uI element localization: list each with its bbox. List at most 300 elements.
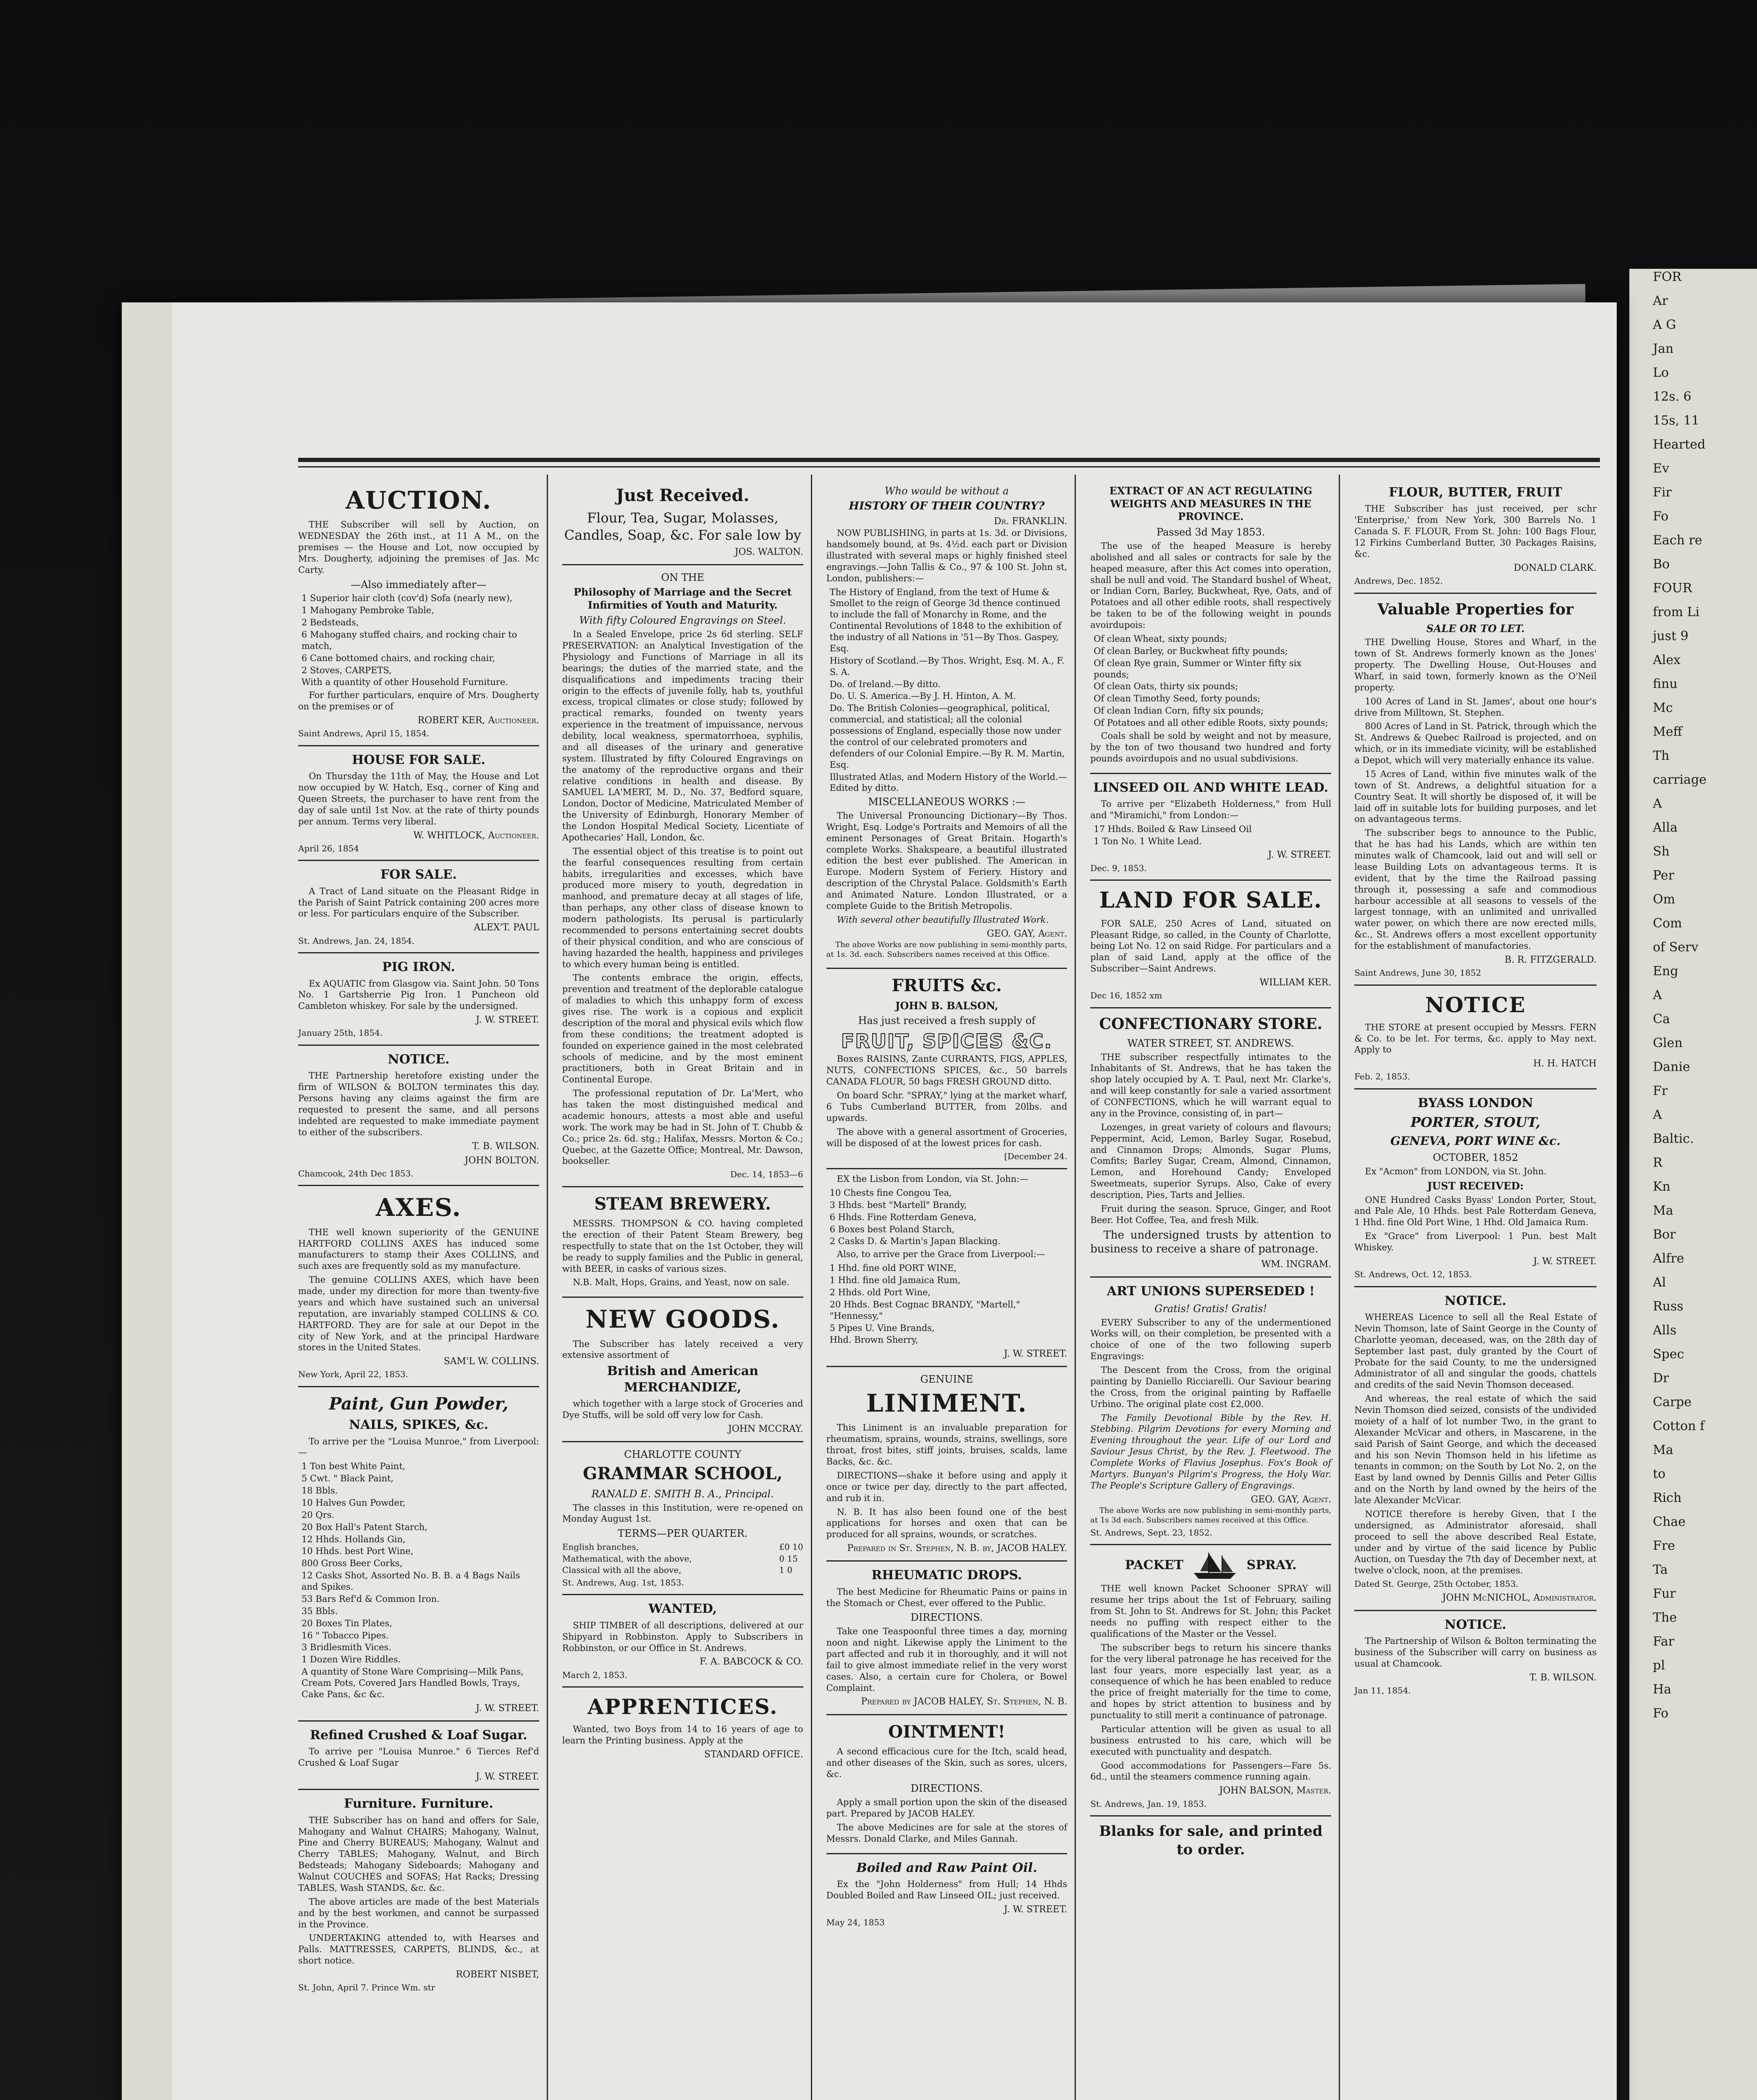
byass-date: St. Andrews, Oct. 12, 1853. (1354, 1269, 1472, 1280)
notice-signature-2: JOHN BOLTON. (464, 1155, 539, 1166)
oil-body: Ex the "John Holderness" from Hull; 14 Hhds Doubled Boiled and Raw Linseed OIL; just received. (826, 1879, 1067, 1900)
flour-date: Andrews, Dec. 1852. (1354, 575, 1443, 586)
adjacent-page-line: Fr (1653, 1084, 1668, 1098)
linseed-date: Dec. 9, 1853. (1090, 863, 1147, 873)
confectionary-address: WATER STREET, ST. ANDREWS. (1127, 1037, 1294, 1049)
adjacent-page-line: Sh (1653, 844, 1670, 859)
brewery-nb: N.B. Malt, Hops, Grains, and Yeast, now on sale. (572, 1277, 789, 1288)
term-price: 0 15 (779, 1553, 798, 1564)
list-item: 20 Qrs. (302, 1509, 335, 1520)
rheumatic-body: The best Medicine for Rheumatic Pains or pains in the Stomach or Chest, ever offered to the Public. (826, 1586, 1067, 1608)
marriage-body: In a Sealed Envelope, price 2s 6d sterling. SELF PRESERVATION: an Analytical Investigation of the Physiology and Functions of Marriage in all its bearings; the duties of the married state, and the disqualifications and impediments tracing their origin to the effects of juvenile folly, hab ts, youthful excess, tropical climates or close study; followed by practical remarks, founded on twenty years experience in the treatment of impuissance, nervous debility, local weakness, spermatorrhoea, syphilis, and all diseases of the urinary and generative system. Illustrated by fifty Coloured Engravings on the anatomy of the reproductive organs and their relative conditions in health and disease. By SAMUEL LA'MERT, M. D., No. 37, Bedford square, London, Doctor of Medicine, Matriculated Member of the University of Edinburgh, Honorary Member of the London Hospital Medical Society, Licentiate of Apothecaries' Hall, London, &c. (562, 629, 803, 843)
marriage-title: Philosophy of Marriage and the Secret Infirmities of Youth and Maturity. (573, 585, 792, 611)
packet-date: St. Andrews, Jan. 19, 1853. (1090, 1798, 1207, 1809)
notice-body: THE Partnership heretofore existing under the firm of WILSON & BOLTON terminates this day. Persons having any claims against the firm are requested to present the same, and all persons indebted are requested to make immediate payment to either of the subscribers. (298, 1071, 539, 1137)
notice-partnership-2-signature: T. B. WILSON. (1529, 1672, 1597, 1683)
adjacent-page-line: Jan (1653, 341, 1674, 356)
list-item: 1 Ton No. 1 White Lead. (1094, 836, 1202, 846)
adjacent-page-line: Glen (1653, 1036, 1683, 1050)
adjacent-page-line: Baltic. (1653, 1131, 1694, 1146)
rheumatic-body-2: Take one Teaspoonful three times a day, morning noon and night. Likewise apply the Liniment to the part affected and rub it in thoroughly, and it will not fail to give almost immediate relief in the very worst cases. Also, a certain cure for Cholera, or Bowel Complaint. (826, 1626, 1067, 1693)
list-item: 35 Bbls. (302, 1606, 338, 1616)
byass-title-2: PORTER, STOUT, (1410, 1114, 1541, 1131)
adjacent-page-line: Mc (1653, 701, 1673, 715)
adjacent-page-line: Far (1653, 1634, 1675, 1649)
valuable-sub: SALE OR TO LET. (1426, 622, 1525, 635)
list-item: 1 Hhd. fine old Jamaica Rum, (829, 1275, 961, 1286)
land-signature: WILLIAM KER. (1259, 977, 1332, 988)
teas-intro-2: Also, to arrive per the Grace from Liverpool:— (837, 1249, 1045, 1260)
valuable-date: Saint Andrews, June 30, 1852 (1354, 968, 1482, 978)
list-item: With a quantity of other Household Furniture. (302, 677, 508, 688)
ointment-title: OINTMENT! (888, 1722, 1005, 1742)
furniture-date: St. John, April 7. Prince Wm. str (298, 1982, 435, 1993)
adjacent-page-line: Hearted (1653, 437, 1706, 452)
marriage-body-4: The professional reputation of Dr. La'Mert, who has taken the most distinguished medical and academic honours, attests a most able and useful work. The work may be had in St. John of T. Chubb & Co.; price 2s. 6d. stg.; Halifax, Messrs. Morton & Co.; Quebec, at the Gazette Office; Montreal, Mr. Dawson, bookseller. (562, 1088, 803, 1166)
furniture-body-2: The above articles are made of the best Materials and by the best workmen, and cannot be surpassed in the Province. (298, 1896, 539, 1929)
adjacent-page-line: Per (1653, 868, 1674, 883)
axes-title: AXES. (375, 1193, 462, 1222)
adjacent-page-line: FOR (1653, 270, 1681, 284)
furniture-signature: ROBERT NISBET, (456, 1969, 539, 1980)
adjacent-page-line: A (1653, 1108, 1662, 1122)
list-item: 2 Stoves, CARPETS, (302, 665, 392, 675)
list-item: 5 Pipes U. Vine Brands, (829, 1323, 935, 1333)
fruits-body-2: On board Schr. "SPRAY," lying at the market wharf, 6 Tubs Cumberland BUTTER, from 20lbs. and upwards. (826, 1090, 1067, 1123)
list-item: 10 Hhds. best Port Wine, (302, 1546, 414, 1557)
adjacent-page-line: to (1653, 1467, 1666, 1481)
adjacent-page-line: Ma (1653, 1443, 1673, 1457)
column-2 (558, 475, 812, 2100)
history-kicker: Who would be without a (884, 485, 1009, 497)
list-item: 5 Cwt. " Black Paint, (302, 1473, 394, 1484)
ointment-directions: DIRECTIONS. (910, 1782, 983, 1795)
fruits-date: [December 24. (1004, 1151, 1067, 1162)
adjacent-page-line: Fur (1653, 1586, 1676, 1601)
auction-footer: For further particulars, enquire of Mrs. Dougherty on the premises or of (298, 690, 539, 712)
furniture-body-3: UNDERTAKING attended to, with Hearses and Palls. MATTRESSES, CARPETS, BLINDS, &c., at short notice. (298, 1933, 539, 1966)
blanks-ad (1090, 1816, 1331, 1867)
packet-body-2: The subscriber begs to return his sincere thanks for the very liberal patronage he has received for the last four years, more especially last year, as a consequence of which he has been enabled to reduce the price of freight materially for the time to come, and hopes by strict attention to business and by punctuality to still merit a continuance of patronage. (1090, 1642, 1332, 1721)
history-misc: The Universal Pronouncing Dictionary—By Thos. Wright, Esq. Lodge's Portraits and Memoirs of all the eminent Personages of Great Britain. Hogarth's complete Works. Shakspeare, a beautiful illustrated edition the best ever published. The American in Europe. Modern System of Feriery. History and description of the Chrystal Palace. Goldsmith's Earth and Animated Nature. London Illustrated, or a complete Guide to the British Metropolis. (826, 810, 1067, 911)
list-item: 2 Casks D. & Martin's Japan Blacking. (829, 1236, 1001, 1247)
act-ad (1090, 479, 1331, 774)
auction-ad (298, 479, 539, 746)
forsale-body: A Tract of Land situate on the Pleasant Ridge in the Parish of Saint Patrick containing 200 acres more or less. For particulars enquire of the Subscriber. (298, 886, 539, 919)
confectionary-body-3: The undersigned trusts by attention to business to receive a share of patronage. (1090, 1228, 1332, 1255)
adjacent-page-line: Ev (1653, 461, 1669, 476)
school-kicker: CHARLOTTE COUNTY (624, 1448, 742, 1460)
adjacent-page-line: Dr (1653, 1371, 1669, 1386)
furniture-body: THE Subscriber has on hand and offers for Sale, Mahogany and Walnut CHAIRS; Mahogany, Walnut, Pine and Cherry BUREAUS; Mahogany, Walnut and Cherry TABLES; Mahogany, Walnut, and Birch Bedsteads; Mahogany Sideboards; Mahogany and Walnut COUCHES and SOFAS; Hat Racks; Dressing TABLES, Wash STANDS, &c. &c. (298, 1815, 539, 1893)
linseed-items (1090, 824, 1331, 847)
house-date: April 26, 1854 (298, 843, 359, 853)
adjacent-page-line: Al (1653, 1275, 1666, 1290)
adjacent-page-line: R (1653, 1155, 1663, 1170)
adjacent-page-line: Alex (1653, 653, 1681, 667)
list-item: 1 Ton best White Paint, (302, 1461, 406, 1472)
list-item: 2 Bedsteads, (302, 617, 359, 628)
art-signature: GEO. GAY, Agent. (1251, 1494, 1332, 1505)
received-title: Just Received. (616, 486, 750, 505)
liniment-title: LINIMENT. (866, 1389, 1028, 1418)
notice-partnership-2-ad (1354, 1611, 1597, 1702)
adjacent-page-line: Fre (1653, 1538, 1675, 1553)
school-terms-label: TERMS—PER QUARTER. (618, 1528, 748, 1540)
goods-mid: British and American MERCHANDIZE, (607, 1364, 758, 1395)
column-1 (294, 475, 548, 2100)
adjacent-page-line: 15s, 11 (1653, 413, 1699, 428)
liniment-body-3: N. B. It has also been found one of the best applications for horses and oxen that can be produced for all sprains, wounds, or scratches. (826, 1507, 1067, 1540)
list-item: 1 Hhd. fine old PORT WINE, (829, 1263, 957, 1273)
paint-title: Paint, Gun Powder, (329, 1394, 509, 1414)
history-misc-2: With several other beautifully Illustrated Work. (837, 914, 1049, 925)
adjacent-page-line: Eng (1653, 964, 1678, 979)
wanted-body: SHIP TIMBER of all descriptions, delivered at our Shipyard in Robbinston. Apply to Subscribers in Robbinston, or our Office in St. Andrews. (562, 1620, 803, 1653)
paint-signature: J. W. STREET. (476, 1703, 539, 1714)
adjacent-page-line: 12s. 6 (1653, 389, 1691, 404)
notice-estate-date: Dated St. George, 25th October, 1853. (1354, 1579, 1518, 1589)
list-item: 3 Bridlesmith Vices. (302, 1642, 392, 1653)
school-teacher: RANALD E. SMITH B. A., Principal. (591, 1488, 774, 1500)
marriage-ad (562, 565, 803, 1187)
school-date: St. Andrews, Aug. 1st, 1853. (562, 1577, 684, 1588)
page-margin (122, 302, 172, 2100)
axes-body-2: The genuine COLLINS AXES, which have been made, under my direction for more than twenty-five years and which have sustained such an universal reputation, are invariably stamped COLLINS & CO. HARTFORD. They are for sale at our Depot in the city of New York, and at the principal Hardware stores in the United States. (298, 1275, 539, 1353)
pigiron-date: January 25th, 1854. (298, 1028, 383, 1038)
notice-estate-ad (1354, 1287, 1597, 1611)
list-item: Do. of Ireland.—By ditto. (829, 679, 941, 689)
term-price: 1 0 (779, 1565, 793, 1575)
land-title: LAND FOR SALE. (1099, 887, 1322, 914)
goods-signature: JOHN MCCRAY. (728, 1423, 803, 1434)
fruits-sub-2: Has just received a fresh supply of (858, 1014, 1036, 1026)
art-body-3: The Family Devotional Bible by the Rev. H. Stebbing. Pilgrim Devotions for every Morning and Evening throughout the year. Life of our Lord and Saviour Jesus Christ, by the Rev. J. Fleetwood. The Complete Works of Flavius Josephus. Fox's Book of Martyrs. Bunyan's Pilgrim's Progress, the Holy War. The People's Scripture Gallery of Engravings. (1090, 1412, 1332, 1491)
brewery-ad (562, 1187, 803, 1298)
columns (294, 475, 1604, 2100)
auction-body: THE Subscriber will sell by Auction, on WEDNESDAY the 26th inst., at 11 A M., on the premises — the House and Lot, now occupied by Mrs. Dougherty, adjoining the premises of Jas. Mc Carty. (298, 520, 539, 575)
packet-body: THE well known Packet Schooner SPRAY will resume her trips about the 1st of February, sailing from St. John to St. Andrews for St. John; this Packet needs no puffing with respect either to the qualifications of the Master or the Vessel. (1090, 1583, 1332, 1639)
confectionary-body: THE subscriber respectfully intimates to the Inhabitants of St. Andrews, that he has taken the shop lately occupied by A. T. Paul, next Mr. Clarke's, and will keep constantly for sale a varied assortment of CONFECTIONS, which he will warrant equal to any in the Province, consisting of, in part— (1090, 1052, 1332, 1118)
term-label: Mathematical, with the above, (562, 1553, 692, 1564)
byass-title: BYASS LONDON (1418, 1096, 1534, 1111)
byass-ad (1354, 1089, 1597, 1287)
apprentices-body: Wanted, two Boys from 14 to 16 years of age to learn the Printing business. Apply at the (562, 1724, 803, 1746)
packet-title-1: PACKET (1125, 1558, 1183, 1573)
oil-ad (826, 1854, 1067, 1934)
auction-signature: ROBERT KER, Auctioneer. (417, 715, 539, 726)
liniment-body-2: DIRECTIONS—shake it before using and apply it once or twice per day, directly to the part affected, and rub it in. (826, 1470, 1067, 1503)
adjacent-page-line: FOUR (1653, 581, 1692, 596)
wanted-title: WANTED, (648, 1601, 717, 1617)
art-body-2: The Descent from the Cross, from the original painting by Daniello Ricciarelli. Our Saviour bearing the Cross, from the original painting by Raffaelle Urbino. The original plate cost £2,000. (1090, 1365, 1332, 1409)
teas-intro: EX the Lisbon from London, via St. John:— (837, 1174, 1028, 1184)
byass-received: JUST RECEIVED: (1427, 1179, 1524, 1192)
notice-partnership-ad (298, 1046, 539, 1186)
list-item: 6 Hhds. Fine Rotterdam Geneva, (829, 1212, 977, 1222)
liniment-body: This Liniment is an invaluable preparation for rheumatism, sprains, wounds, strains, swellings, sore throat, frost bites, stiff joints, bruises, scalds, lame Backs, &c. &c. (826, 1423, 1067, 1467)
list-item: 17 Hhds. Boiled & Raw Linseed Oil (1094, 824, 1252, 834)
rheumatic-title: RHEUMATIC DROPS. (871, 1568, 1022, 1583)
byass-signature: J. W. STREET. (1533, 1256, 1597, 1267)
teas-items-2 (826, 1263, 1067, 1346)
linseed-title: LINSEED OIL AND WHITE LEAD. (1093, 780, 1329, 795)
teas-ad (826, 1169, 1067, 1367)
term-price: £0 10 (779, 1542, 803, 1552)
notice-store-title: NOTICE (1425, 992, 1526, 1017)
forsale-title: FOR SALE. (380, 867, 457, 882)
list-item: 18 Bbls. (302, 1486, 338, 1496)
valuable-ad (1354, 594, 1597, 986)
valuable-body-3: 800 Acres of Land in St. Patrick, through which the St. Andrews & Quebec Railroad is projected, and on which, or in its immediate vicinity, will be established a Depot, which will very materially enhance its value. (1354, 721, 1597, 766)
ointment-body-2: Apply a small portion upon the skin of the diseased part. Prepared by JACOB HALEY. (826, 1797, 1067, 1819)
confectionary-signature: WM. INGRAM. (1261, 1259, 1332, 1270)
goods-body-2: which together with a large stock of Groceries and Dye Stuffs, will be sold off very low for Cash. (562, 1399, 803, 1420)
notice-estate-body-3: NOTICE therefore is hereby Given, that I the undersigned, as Administrator aforesaid, shall proceed to sell the above described Real Estate, under and by virtue of the said licence by Public Auction, on Tuesday the 7th day of December next, at twelve o'clock, noon, at the premises. (1354, 1509, 1597, 1576)
list-item: History of Scotland.—By Thos. Wright, Esq. M. A., F. S. A. (829, 655, 1065, 677)
header-rule (298, 458, 1600, 462)
auction-date: Saint Andrews, April 15, 1854. (298, 728, 430, 739)
land-date: Dec 16, 1852 xm (1090, 990, 1162, 1001)
confectionary-list: Lozenges, in great variety of colours and flavours; Peppermint, Acid, Lemon, Barley Sugar, Rosebud, and Cinnamon Drops; Almonds, Sugar Plums, Comfits; Barley Sugar, Cream, Almond, Cinnamon, Lemon, and Horehound Candy; Enveloped Sweetmeats, superior Syrups. Also, Cake of every description, Pies, Tarts and Jellies. (1090, 1122, 1332, 1200)
fruits-banner: FRUIT, SPICES &C. (841, 1029, 1053, 1053)
column-3 (822, 475, 1076, 2100)
wanted-signature: F. A. BABCOCK & CO. (699, 1656, 803, 1667)
marriage-body-2: The essential object of this treatise is to point out the fearful consequences resulting from certain habits, irregularities and excesses, which have produced more misery to youth, degredation in manhood, and premature decay at all stages of life, than perhaps, any other class of disease known to modern pathologists. Its perusal is particularly recommended to persons entertaining secret doubts of their physical condition, and who are conscious of having hazarded the health, happiness and privileges to which every human being is entitled. (562, 846, 803, 969)
term-label: Classical with all the above, (562, 1565, 682, 1575)
flour-body: THE Subscriber has just received, per schr 'Enterprise,' from New York, 300 Barrels No. 1 Canada S. F. FLOUR, From St. John: 100 Bags Flour, 12 Firkins Cumberland Butter, 30 Packages Raisins, &c. (1354, 504, 1597, 559)
art-body: EVERY Subscriber to any of the undermentioned Works will, on their completion, be presented with a choice of one of the two following superb Engravings: (1090, 1317, 1332, 1362)
marriage-body-3: The contents embrace the origin, effects, prevention and treatment of the deplorable catalogue of maladies to which this unhappy form of excess gives rise. The work is a copious and explicit description of the moral and physical evils which flow from these conditions; the treatment adopted is founded on experience gained in the most celebrated schools of medicine, and by the most eminent practitioners, both in Great Britain and in Continental Europe. (562, 973, 803, 1085)
adjacent-page-line: Cotton f (1653, 1419, 1705, 1433)
adjacent-page-line: A (1653, 796, 1662, 811)
adjacent-page-line: Alla (1653, 820, 1678, 835)
linseed-ad (1090, 774, 1331, 881)
packet-heading (1090, 1551, 1331, 1580)
apprentices-signature: STANDARD OFFICE. (704, 1749, 803, 1760)
flour-signature: DONALD CLARK. (1513, 562, 1597, 573)
auction-items (298, 593, 539, 688)
auction-also: —Also immediately after— (351, 578, 487, 591)
sugar-title: Refined Crushed & Loaf Sugar. (310, 1728, 527, 1743)
list-item: 1 Dozen Wire Riddles. (302, 1654, 401, 1665)
history-attribution: Dr. FRANKLIN. (994, 516, 1067, 527)
byass-month: OCTOBER, 1852 (1432, 1152, 1518, 1164)
received-body: Flour, Tea, Sugar, Molasses, Candles, Soap, &c. For sale low by (564, 510, 801, 543)
sugar-body: To arrive per "Louisa Munroe." 6 Tierces Ref'd Crushed & Loaf Sugar (298, 1746, 539, 1768)
adjacent-page-line: Bor (1653, 1227, 1676, 1242)
column-5 (1350, 475, 1604, 2100)
adjacent-page-line: A (1653, 988, 1662, 1003)
list-item: The History of England, from the text of Hume & Smollet to the reign of George 3d thence continued to include the fall of Monarchy in Rome, and the Continental Revolutions of 1848 to the exhibition of the industry of all Nations in '51—By Thos. Gaspey, Esq. (829, 587, 1062, 654)
art-footnote: The above Works are now publishing in semi-monthly parts, at 1s 3d each. Subscribers names received at this Office. (1090, 1506, 1332, 1525)
adjacent-page-line: Each re (1653, 533, 1702, 548)
furniture-ad (298, 1790, 539, 1999)
house-body: On Thursday the 11th of May, the House and Lot now occupied by W. Hatch, Esq., corner of King and Queen Streets, the purchaser to have rent from the day of sale until 1st Nov. at the rate of thirty pounds per annum. Terms very liberal. (298, 771, 539, 827)
ointment-ad (826, 1715, 1067, 1854)
school-ad (562, 1442, 803, 1595)
forsale-ad (298, 861, 539, 953)
history-items (826, 587, 1067, 794)
adjacent-page-line: Chae (1653, 1515, 1686, 1529)
school-terms (562, 1542, 803, 1576)
adjacent-page-line: of Serv (1653, 940, 1699, 955)
adjacent-page-line: Fo (1653, 1706, 1669, 1721)
goods-title: NEW GOODS. (585, 1305, 780, 1334)
packet-body-4: Good accommodations for Passengers—Fare 5s. 6d., until the steamers commence running again. (1090, 1760, 1332, 1782)
adjacent-page-line: The (1653, 1610, 1677, 1625)
forsale-date: St. Andrews, Jan. 24, 1854. (298, 935, 415, 946)
list-item: 12 Hhds. Hollands Gin, (302, 1534, 406, 1544)
art-title: ART UNIONS SUPERSEDED ! (1107, 1284, 1315, 1299)
list-item: 20 Hhds. Best Cognac BRANDY, "Martell," "Hennessy," (829, 1299, 1020, 1321)
goods-body: The Subscriber has lately received a very extensive assortment of (562, 1339, 803, 1360)
list-item: 10 Chests fine Congou Tea, (829, 1187, 952, 1198)
art-gratis: Gratis! Gratis! Gratis! (1154, 1302, 1267, 1315)
notice-partnership-2-title: NOTICE. (1445, 1617, 1507, 1632)
notice-date: Chamcook, 24th Dec 1853. (298, 1168, 414, 1179)
paint-intro: To arrive per the "Louisa Munroe," from Liverpool:— (298, 1436, 539, 1458)
adjacent-page-line: Bo (1653, 557, 1670, 572)
notice-partnership-2-body: The Partnership of Wilson & Bolton terminating the business of the Subscriber will carry on business as usual at Chamcook. (1354, 1636, 1597, 1669)
furniture-title: Furniture. Furniture. (344, 1796, 493, 1811)
house-signature: W. WHITLOCK, Auctioneer. (413, 830, 539, 841)
apprentices-ad (562, 1688, 803, 1767)
liniment-ad (826, 1367, 1067, 1562)
list-item: Of clean Timothy Seed, forty pounds; (1094, 693, 1261, 704)
linseed-body: To arrive per "Elizabeth Holderness," from Hull and "Miramichi," from London:— (1090, 798, 1332, 820)
list-item: 10 Halves Gun Powder, (302, 1497, 406, 1508)
header-rule-thin (298, 466, 1600, 467)
list-item: 3 Hhds. best "Martell" Brandy, (829, 1200, 967, 1210)
brewery-body: MESSRS. THOMPSON & CO. having completed the erection of their Patent Steam Brewery, beg respectfully to state that on the 1st October, they will be ready to supply families and the Public in general, with BEER, in casks of various sizes. (562, 1218, 803, 1274)
list-item: Of Potatoes and all other edible Roots, sixty pounds; (1094, 718, 1328, 728)
adjacent-page-line: Spec (1653, 1347, 1684, 1362)
adjacent-page-line: Rich (1653, 1491, 1682, 1505)
list-item: 16 " Tobacco Pipes. (302, 1630, 389, 1641)
sugar-signature: J. W. STREET. (476, 1772, 539, 1782)
axes-date: New York, April 22, 1853. (298, 1369, 409, 1380)
packet-signature: JOHN BALSON, Master. (1219, 1785, 1332, 1796)
notice-store-body: THE STORE at present occupied by Messrs. FERN & Co. to be let. For terms, &c. apply to May next. Apply to (1354, 1022, 1597, 1055)
adjacent-page-line: Ca (1653, 1012, 1670, 1026)
adjacent-page-line: Alfre (1653, 1251, 1684, 1266)
axes-body-1: THE well known superiority of the GENUINE HARTFORD COLLINS AXES has induced some manufacturers to stamp their Axes COLLINS, and such axes are frequently sold as my manufacture. (298, 1227, 539, 1271)
list-item: 20 Box Hall's Patent Starch, (302, 1522, 428, 1532)
list-item: Do. U. S. America.—By J. H. Hinton, A. M. (829, 691, 1016, 701)
packet-body-3: Particular attention will be given as usual to all business entrusted to his care, which will be executed with punctuality and despatch. (1090, 1724, 1332, 1757)
byass-title-3: GENEVA, PORT WINE &c. (1390, 1134, 1561, 1148)
paint-title-2: NAILS, SPIKES, &c. (349, 1418, 488, 1433)
oil-signature: J. W. STREET. (1004, 1904, 1067, 1915)
ointment-body-3: The above Medicines are for sale at the stores of Messrs. Donald Clarke, and Miles Gannah. (826, 1822, 1067, 1844)
house-title: HOUSE FOR SALE. (352, 752, 485, 767)
school-title: GRAMMAR SCHOOL, (582, 1463, 783, 1483)
art-ad (1090, 1278, 1331, 1545)
history-body: NOW PUBLISHING, in parts at 1s. 3d. or Divisions, handsomely bound, at 9s. 4½d. each part or Division illustrated with several maps or highly finished steel engravings.—John Tallis & Co., 97 & 100 St. John st, London, publishers:— (826, 528, 1067, 583)
received-ad (562, 479, 803, 565)
history-ad (826, 479, 1067, 969)
list-item: Of clean Indian Corn, fifty six pounds; (1094, 706, 1264, 716)
adjacent-page-line: from Li (1653, 605, 1700, 620)
list-item: 6 Cane bottomed chairs, and rocking chair, (302, 653, 495, 663)
adjacent-page-line: Danie (1653, 1060, 1690, 1074)
newspaper-page (122, 302, 1617, 2100)
act-passed: Passed 3d May 1853. (1156, 526, 1265, 538)
packet-title-2: SPRAY. (1246, 1558, 1297, 1573)
list-item: 1 Superior hair cloth (cov'd) Sofa (nearly new), (302, 593, 513, 604)
list-item: 20 Boxes Tin Plates, (302, 1618, 392, 1628)
byass-body: ONE Hundred Casks Byass' London Porter, Stout, and Pale Ale, 10 Hhds. best Pale Rotterdam Geneva, 1 Hhd. fine Old Port Wine, 1 Hhd. Old Jamaica Rum. (1354, 1194, 1597, 1228)
auction-title: AUCTION. (345, 486, 492, 514)
adjacent-page-line: Ma (1653, 1203, 1673, 1218)
list-item: 12 Casks Shot, Assorted No. B. B. a 4 Bags Nails and Spikes. (302, 1570, 520, 1592)
list-item: Of clean Oats, thirty six pounds; (1094, 681, 1238, 692)
schooner-icon (1192, 1551, 1238, 1580)
pigiron-signature: J. W. STREET. (476, 1015, 539, 1026)
adjacent-page-line: Com (1653, 916, 1682, 931)
list-item: Of clean Rye grain, Summer or Winter fifty six pounds; (1094, 658, 1302, 680)
pigiron-title: PIG IRON. (382, 960, 455, 975)
flour-ad (1354, 479, 1597, 594)
adjacent-page-line: finu (1653, 677, 1678, 691)
history-title: HISTORY OF THEIR COUNTRY? (849, 499, 1045, 512)
oil-title: Boiled and Raw Paint Oil. (856, 1860, 1037, 1875)
pigiron-ad (298, 953, 539, 1046)
fruits-title: FRUITS &c. (892, 975, 1002, 995)
notice-estate-signature: JOHN McNICHOL, Administrator. (1442, 1592, 1597, 1603)
fruits-sub: JOHN B. BALSON, (895, 1000, 998, 1012)
rheumatic-directions: DIRECTIONS. (910, 1612, 983, 1624)
valuable-title: Valuable Properties for (1377, 600, 1574, 618)
adjacent-page-line: A G (1653, 318, 1676, 332)
byass-intro: Ex "Acmon" from LONDON, via St. John. (1365, 1166, 1547, 1176)
axes-signature: SAM'L W. COLLINS. (443, 1356, 539, 1367)
column-4 (1086, 475, 1340, 2100)
notice-store-signature: H. H. HATCH (1533, 1058, 1597, 1069)
pigiron-body: Ex AQUATIC from Glasgow via. Saint John. 50 Tons No. 1 Gartsherrie Pig Iron. 1 Puncheon old Cambleton whiskey. For sale by the undersigned. (298, 978, 539, 1011)
confectionary-title: CONFECTIONARY STORE. (1099, 1015, 1323, 1033)
brewery-title: STEAM BREWERY. (594, 1194, 771, 1214)
wanted-ad (562, 1595, 803, 1688)
list-item: 6 Boxes best Poland Starch, (829, 1224, 955, 1234)
confectionary-body-2: Fruit during the season. Spruce, Ginger, and Root Beer. Hot Coffee, Tea, and fresh Milk. (1090, 1203, 1332, 1225)
adjacent-page-line: Ha (1653, 1682, 1672, 1697)
school-body: The classes in this Institution, were re-opened on Monday August 1st. (562, 1502, 803, 1524)
adjacent-page-line: Russ (1653, 1299, 1684, 1314)
adjacent-page-line: Ar (1653, 294, 1668, 308)
adjacent-page-line: carriage (1653, 772, 1707, 787)
teas-items (826, 1187, 1067, 1247)
confectionary-ad (1090, 1008, 1331, 1278)
list-item: Of clean Barley, or Buckwheat fifty pounds; (1094, 646, 1288, 656)
wanted-date: March 2, 1853. (562, 1670, 627, 1680)
axes-ad (298, 1186, 539, 1387)
teas-signature: J. W. STREET. (1004, 1349, 1067, 1360)
byass-body-2: Ex "Grace" from Liverpool: 1 Pun. best Malt Whiskey. (1354, 1231, 1597, 1253)
flour-title: FLOUR, BUTTER, FRUIT (1389, 485, 1563, 500)
fruits-body-3: The above with a general assortment of Groceries, will be disposed of at the lowest prices for cash. (826, 1126, 1067, 1148)
act-weights (1090, 633, 1331, 729)
goods-ad (562, 1298, 803, 1442)
adjacent-page-line: just 9 (1653, 629, 1689, 643)
fruits-ad (826, 969, 1067, 1169)
list-item: Illustrated Atlas, and Modern History of the World.—Edited by ditto. (829, 772, 1067, 793)
adjacent-page-line: Kn (1653, 1179, 1670, 1194)
notice-estate-body: WHEREAS Licence to sell all the Real Estate of Nevin Thomson, late of Saint George in the County of Charlotte yeoman, deceased, was, on the 28th day of September last past, duly granted by the Court of Probate for the said County, to me the undersigned Administrator of all and singular the goods, chattels and credits of the said Nevin Thomson deceased. (1354, 1312, 1597, 1390)
blanks-title: Blanks for sale, and printed to order. (1099, 1823, 1323, 1858)
oil-date: May 24, 1853 (826, 1917, 885, 1927)
